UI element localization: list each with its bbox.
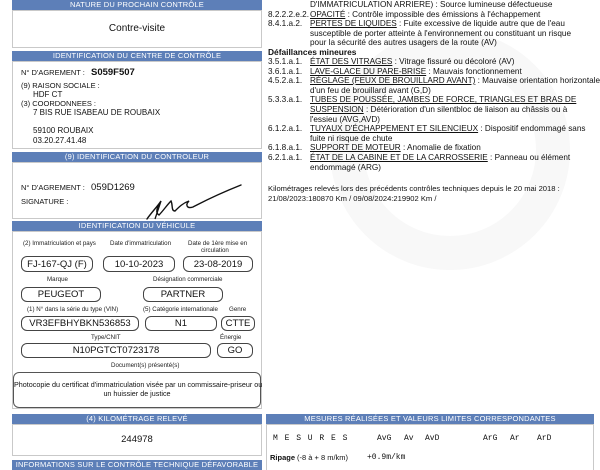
km-box — [12, 424, 262, 456]
defaillance-row — [268, 134, 598, 144]
info-header: INFORMATIONS SUR LE CONTRÔLE TECHNIQUE DÉFAVORABLE — [12, 460, 262, 470]
categorie-value: N1 — [145, 316, 217, 331]
defaillance-row — [268, 0, 598, 10]
date1-label-line2: circulation — [201, 247, 229, 254]
defaillance-row — [268, 19, 598, 29]
controleur-box — [12, 162, 262, 219]
defaillance-code: 8.4.1.a.2. — [268, 19, 303, 29]
energie-label: Énergie — [220, 334, 242, 341]
signature-label: SIGNATURE : — [21, 197, 69, 206]
genre-label: Genre — [229, 306, 247, 313]
centre-header: IDENTIFICATION DU CENTRE DE CONTRÔLE — [12, 51, 262, 61]
signature-image — [141, 177, 251, 222]
genre-value: CTTE — [221, 316, 255, 331]
defaillance-text: TUYAUX D'ÉCHAPPEMENT ET SILENCIEUX : Dispositif endommagé sans — [310, 124, 586, 134]
controleur-agrement-value: 059D1269 — [91, 182, 135, 193]
defaillance-code: 6.2.1.a.1. — [268, 153, 303, 162]
col-ard: ArD — [537, 434, 552, 443]
docs-line2: un huissier de justice — [103, 389, 171, 398]
centre-agrement-value: S059F507 — [91, 67, 135, 78]
col-arg: ArG — [483, 434, 498, 443]
vin-value: VR3EFBHYBKN536853 — [21, 316, 139, 331]
km-history-line1: Kilométrages relevés lors des précédents contrôles techniques depuis le 20 mai 2018 : — [268, 184, 560, 193]
defaillance-text: LAVE-GLACE DU PARE-BRISE : Mauvais fonctionnement — [310, 66, 522, 76]
defaillance-text: OPACITÉ : Contrôle impossible des émissions à l'échappement — [310, 9, 541, 19]
raison-label: (9) RAISON SOCIALE : — [21, 81, 100, 90]
designation-value: PARTNER — [143, 287, 223, 302]
type-label: Type/CNIT — [91, 334, 121, 341]
raison-value: HDF CT — [33, 90, 63, 99]
immat-value: FJ-167-QJ (F) — [21, 256, 93, 272]
defaillance-row — [268, 10, 598, 20]
date-label: Date d'immatriculation — [110, 240, 172, 247]
categorie-label: (5) Catégorie internationale — [143, 306, 218, 313]
centre-box — [12, 61, 262, 149]
address-line1: 7 BIS RUE ISABEAU DE ROUBAIX — [33, 108, 161, 117]
defaillance-text: susceptible de porter atteinte à l'environnement ou constituant un risque — [310, 28, 571, 38]
centre-agrement-label: N° D'AGREMENT : — [21, 68, 85, 77]
marque-label: Marque — [47, 276, 68, 283]
defaillance-code: 5.3.3.a.1. — [268, 95, 303, 105]
defaillance-text: RÉGLAGE (FEUX DE BROUILLARD AVANT) : Mauvaise orientation horizontale — [310, 76, 600, 86]
defaillance-text: PERTES DE LIQUIDES : Fuite excessive de liquide autre que de l'eau — [310, 19, 565, 29]
ripage-value: +0.9m/km — [367, 453, 406, 462]
defaillance-row — [268, 153, 598, 163]
vehicule-header: IDENTIFICATION DU VÉHICULE — [12, 221, 262, 231]
mesures-header: MESURES RÉALISÉES ET VALEURS LIMITES CORRESPONDANTES — [266, 414, 594, 424]
col-av: Av — [404, 434, 414, 443]
address-line2: 59100 ROUBAIX — [33, 126, 94, 135]
immat-label: (2) Immatriculation et pays — [23, 240, 96, 247]
defaillance-text: SUPPORT DE MOTEUR : Anomalie de fixation — [310, 143, 481, 153]
energie-value: GO — [217, 343, 253, 358]
next-control-value: Contre-visite — [108, 23, 166, 34]
defaillance-code: 6.1.8.a.1. — [268, 143, 303, 153]
defaillances-top-list — [268, 0, 598, 48]
defaillance-text: ÉTAT DES VITRAGES : Vitrage fissuré ou décoloré (AV) — [310, 57, 515, 66]
defaillance-code: 3.5.1.a.1. — [268, 57, 303, 66]
controleur-agrement-label: N° D'AGREMENT : — [21, 183, 85, 192]
vehicule-box — [12, 231, 262, 409]
defaillance-text: ÉTAT DE LA CABINE ET DE LA CARROSSERIE : Panneau ou élément — [310, 153, 571, 162]
km-header: (4) KILOMÉTRAGE RELEVÉ — [12, 414, 262, 424]
docs-line1: Photocopie du certificat d'immatriculation visée par un commissaire-priseur ou — [14, 380, 263, 389]
defaillance-row — [268, 105, 598, 115]
defaillance-text: fuite ni risque de chute — [310, 133, 393, 143]
defaillance-text: D'IMMATRICULATION ARRIERE) : Source lumineuse défectueuse — [310, 0, 553, 9]
defaillance-code: 6.1.2.a.1. — [268, 124, 303, 134]
vin-label: (1) N° dans la série du type (VIN) — [27, 306, 119, 313]
mesures-box — [266, 424, 594, 470]
defaillance-code: 8.2.2.2.e.2. — [268, 9, 309, 19]
km-history-line2: 21/08/2023:180870 Km / 09/08/2024:219902 Km / — [268, 194, 437, 203]
col-avg: AvG — [377, 434, 392, 443]
marque-value: PEUGEOT — [21, 287, 101, 302]
designation-label: Désignation commerciale — [153, 276, 223, 283]
phone: 03.20.27.41.48 — [33, 136, 87, 145]
coord-label: (3) COORDONNEES : — [21, 99, 97, 108]
date-value: 10-10-2023 — [103, 256, 175, 272]
defaillance-code: 4.5.2.a.1. — [268, 76, 303, 86]
defaillance-row — [268, 57, 598, 67]
defaillance-row — [268, 95, 598, 105]
defaillance-text: SUSPENSION : Détérioration d'un silentbloc de liaison au châssis ou à — [310, 105, 568, 114]
col-ar: Ar — [510, 434, 520, 443]
type-value: N10PGTCT0723178 — [21, 343, 211, 358]
defaillance-text: d'un feu de brouillard avant (G,D) — [310, 85, 431, 95]
docs-label: Document(s) présenté(s) — [111, 362, 180, 369]
docs-box — [13, 372, 261, 408]
ripage-limits: (-8 à + 8 m/km) — [297, 453, 349, 462]
controleur-header: (9) IDENTIFICATION DU CONTROLEUR — [12, 152, 262, 162]
defaillance-text: l'essieu (AVG,AVD) — [310, 114, 380, 124]
next-control-box — [12, 10, 262, 48]
date1-value: 23-08-2019 — [183, 256, 253, 272]
defaillance-text: pour la sécurité des autres usagers de la route (AV) — [310, 38, 497, 48]
defaillance-row — [268, 124, 598, 134]
ripage-label: Ripage — [270, 453, 296, 462]
defaillance-row — [268, 163, 598, 173]
km-value: 244978 — [121, 434, 153, 445]
defaillance-text: TUBES DE POUSSÉE, JAMBES DE FORCE, TRIANGLES ET BRAS DE — [310, 95, 577, 105]
date1-label-line1: Date de 1ère mise en — [188, 240, 248, 247]
defaillance-row — [268, 76, 598, 86]
defaillances-mineures-list — [268, 57, 598, 177]
col-avd: AvD — [425, 434, 440, 443]
defaillance-code: 3.6.1.a.1. — [268, 66, 303, 76]
defaillance-text: endommagé (ARG) — [310, 162, 381, 172]
defaillance-row — [268, 29, 598, 39]
next-control-header: NATURE DU PROCHAIN CONTRÔLE — [12, 0, 262, 10]
mesures-title: M E S U R E S — [273, 434, 349, 443]
mineures-title: Défaillances mineures — [268, 47, 357, 57]
defaillance-row — [268, 143, 598, 153]
